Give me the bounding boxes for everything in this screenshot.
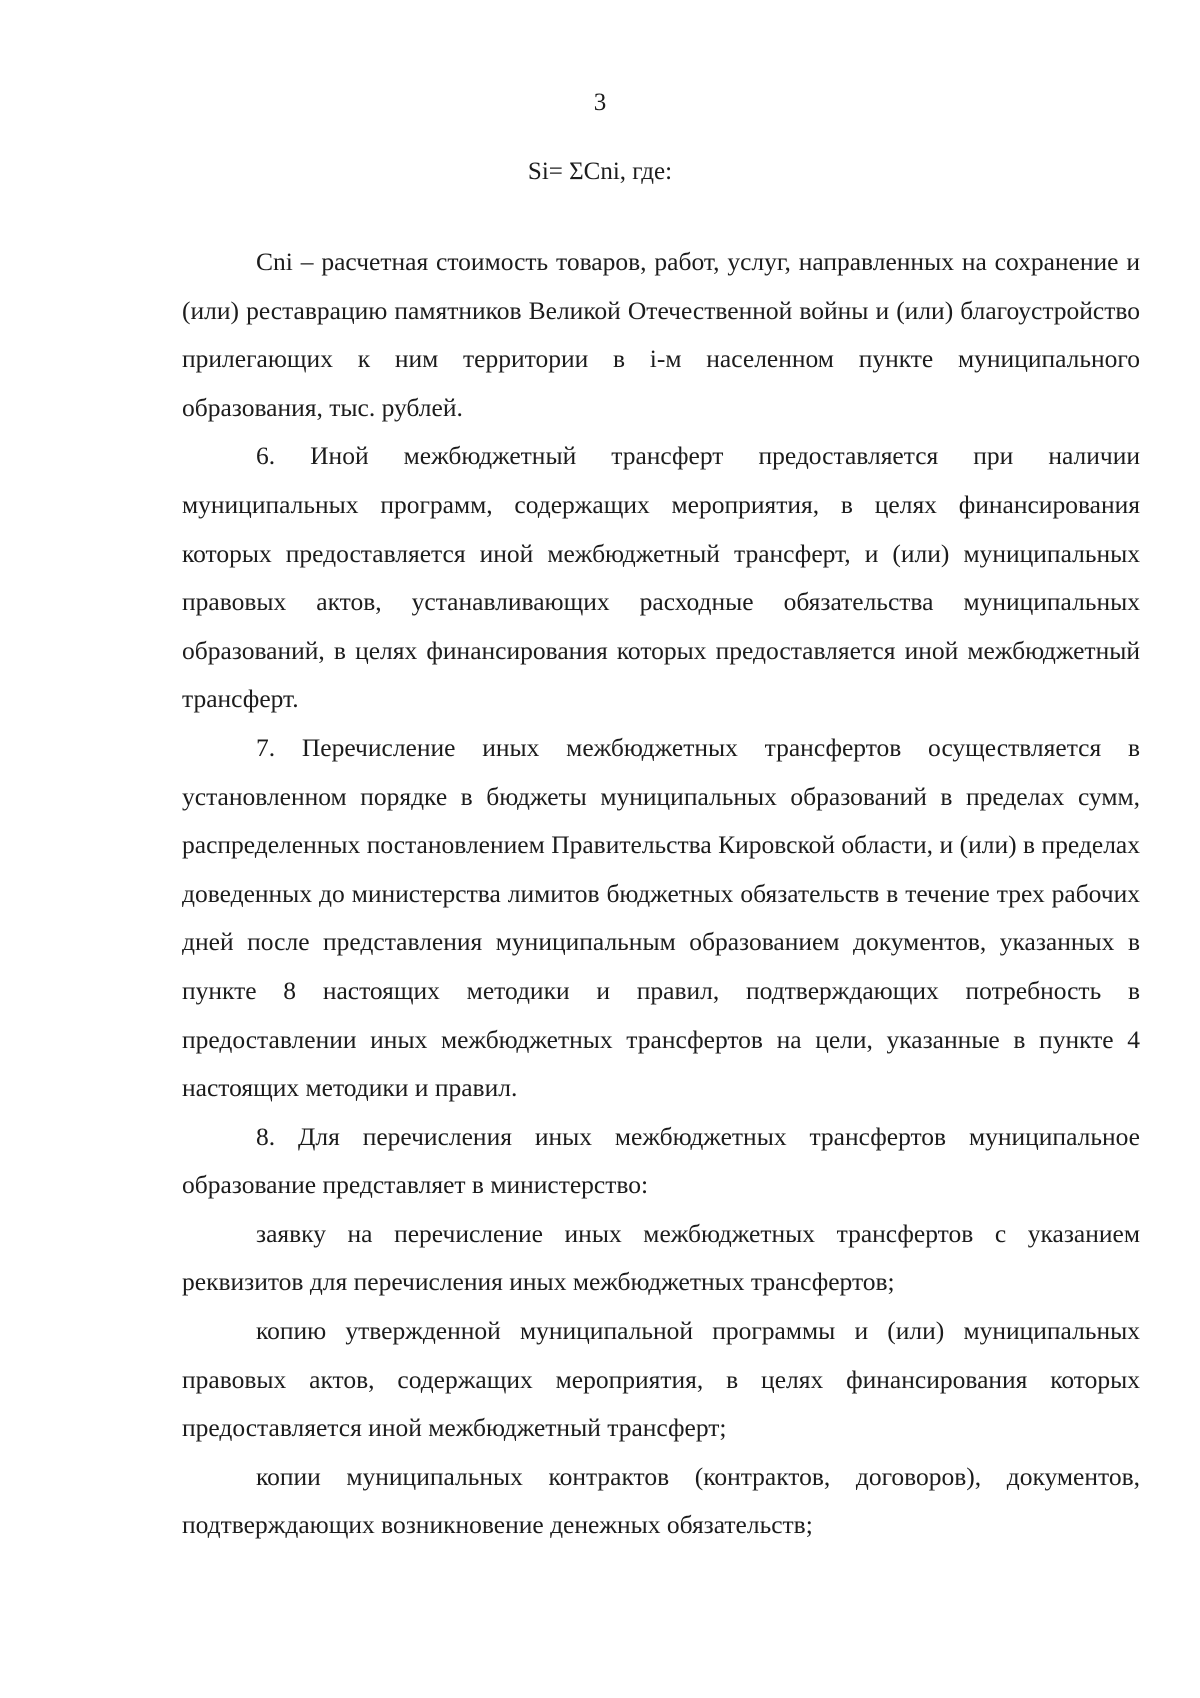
paragraph-item-8: 8. Для перечисления иных межбюджетных трансфертов муниципальное образование представляет в министерство: <box>182 1121 1140 1200</box>
paragraph-item-7: 7. Перечисление иных межбюджетных трансфертов осуществляется в установленном порядке в бюджеты муниципальных образований в пределах сумм, распределенных постановлением Правительства Кировской области, и (или) в пределах доведенных до министерства лимитов бюджетных обязательств в течение трех рабочих дней после представления муниципальным образованием документов, указанных в пункте 8 настоящих методики и правил, подтверждающих потребность в предоставлении иных межбюджетных трансфертов на цели, указанные в пункте 4 настоящих методики и правил. <box>182 732 1140 1103</box>
paragraph-application: заявку на перечисление иных межбюджетных трансфертов с указанием реквизитов для перечисления иных межбюджетных трансфертов; <box>182 1218 1140 1297</box>
document-body <box>182 238 1140 1550</box>
formula-line: Si= ΣCni, где: <box>527 158 673 185</box>
paragraph-item-6: 6. Иной межбюджетный трансферт предоставляется при наличии муниципальных программ, содержащих мероприятия, в целях финансирования которых предоставляется иной межбюджетный трансферт, и (или) муниципальных правовых актов, устанавливающих расходные обязательства муниципальных образований, в целях финансирования которых предоставляется иной межбюджетный трансферт. <box>182 441 1140 714</box>
paragraph-program-copy: копию утвержденной муниципальной программы и (или) муниципальных правовых актов, содержащих мероприятия, в целях финансирования которых предоставляется иной межбюджетный трансферт; <box>182 1316 1140 1443</box>
paragraph-cni-definition: Cni – расчетная стоимость товаров, работ, услуг, направленных на сохранение и (или) реставрацию памятников Великой Отечественной войны и (или) благоустройство прилегающих к ним территории в i-м населенном пункте муниципального образования, тыс. рублей. <box>182 247 1140 422</box>
page-number: 3 <box>593 89 607 116</box>
paragraph-contract-copies: копии муниципальных контрактов (контрактов, договоров), документов, подтверждающих возникновение денежных обязательств; <box>182 1461 1140 1540</box>
